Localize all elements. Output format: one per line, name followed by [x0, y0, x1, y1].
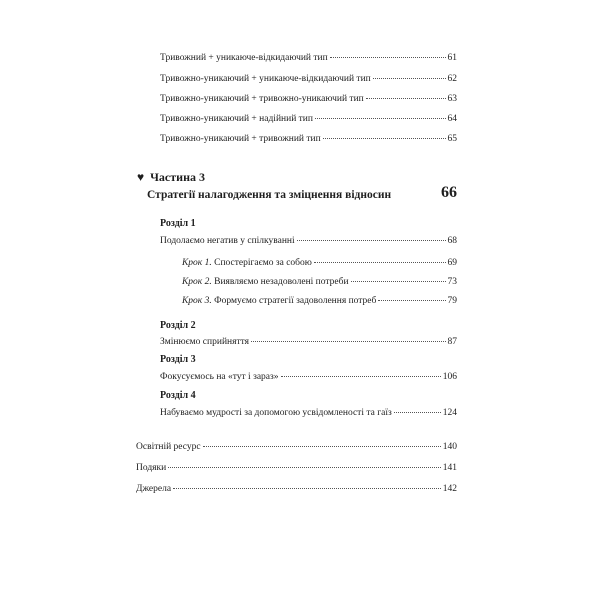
dot-leader [314, 262, 446, 263]
toc-entry-page: 124 [442, 408, 457, 418]
dot-leader [281, 376, 441, 377]
toc-entry-title: Тривожно-уникаючий + уникаюче-відкидаючий тип [160, 74, 371, 84]
toc-entry [160, 337, 457, 347]
toc-entry [136, 442, 457, 452]
toc-step [182, 277, 457, 287]
toc-entry [160, 372, 457, 382]
step-title: Формуємо стратегії задоволення потреб [214, 296, 377, 306]
toc-entry-page: 64 [447, 114, 457, 124]
step-label: Крок 3. [182, 296, 212, 306]
dot-leader [378, 300, 445, 301]
toc-entry [136, 463, 457, 473]
toc-entry-title: Освітній ресурс [136, 442, 201, 452]
toc-entry [160, 94, 457, 104]
toc-entry-page: 87 [447, 337, 457, 347]
toc-entry-page: 141 [442, 463, 457, 473]
dot-leader [366, 98, 446, 99]
dot-leader [351, 281, 446, 282]
toc-entry [160, 134, 457, 144]
dot-leader [168, 467, 441, 468]
dot-leader [394, 412, 441, 413]
toc-entry [160, 114, 457, 124]
dot-leader [173, 488, 441, 489]
part-page: 66 [441, 184, 457, 201]
toc-entry-page: 63 [447, 94, 457, 104]
step-title: Виявляємо незадоволені потреби [214, 277, 349, 287]
toc-entry-page: 62 [447, 74, 457, 84]
toc-entry [136, 484, 457, 494]
section-heading: Розділ 2 [160, 320, 196, 331]
dot-leader [373, 78, 446, 79]
dot-leader [323, 138, 446, 139]
section-heading: Розділ 3 [160, 354, 196, 365]
toc-entry [160, 53, 457, 63]
part-title: Стратегії налагодження та зміцнення відносин [147, 189, 392, 201]
step-title: Спостерігаємо за собою [214, 258, 312, 268]
dot-leader [330, 57, 446, 58]
part-label: Частина 3 [150, 170, 205, 184]
toc-entry-title: Подолаємо негатив у спілкуванні [160, 236, 295, 246]
toc-entry-title: Тривожний + уникаюче-відкидаючий тип [160, 53, 328, 63]
dot-leader [203, 446, 441, 447]
toc-entry-page: 79 [447, 296, 457, 306]
toc-entry-title: Тривожно-уникаючий + надійний тип [160, 114, 313, 124]
toc-entry [160, 408, 457, 418]
toc-entry-page: 140 [442, 442, 457, 452]
toc-entry [160, 236, 457, 246]
toc-entry-title: Тривожно-уникаючий + тривожний тип [160, 134, 321, 144]
dot-leader [297, 240, 446, 241]
toc-step [182, 296, 457, 306]
toc-entry-page: 61 [447, 53, 457, 63]
toc-entry-page: 65 [447, 134, 457, 144]
heart-icon: ♥ [137, 170, 145, 184]
step-label: Крок 2. [182, 277, 212, 287]
toc-entry-title: Змінюємо сприйняття [160, 337, 250, 347]
part-heading [137, 170, 205, 185]
toc-entry-title: Джерела [136, 484, 172, 494]
toc-step [182, 258, 457, 268]
toc-entry-page: 69 [447, 258, 457, 268]
section-heading: Розділ 4 [160, 390, 196, 401]
toc-entry [160, 74, 457, 84]
toc-entry-title: Фокусуємось на «тут і зараз» [160, 372, 279, 382]
toc-entry-title: Тривожно-уникаючий + тривожно-уникаючий тип [160, 94, 364, 104]
toc-entry-page: 73 [447, 277, 457, 287]
dot-leader [251, 341, 445, 342]
toc-entry-title: Набуваємо мудрості за допомогою усвідомленості та гаїз [160, 408, 392, 418]
toc-entry-title: Подяки [136, 463, 167, 473]
toc-entry-page: 142 [442, 484, 457, 494]
section-heading: Розділ 1 [160, 218, 196, 229]
step-label: Крок 1. [182, 258, 212, 268]
dot-leader [315, 118, 446, 119]
toc-entry-page: 106 [442, 372, 457, 382]
toc-entry-page: 68 [447, 236, 457, 246]
